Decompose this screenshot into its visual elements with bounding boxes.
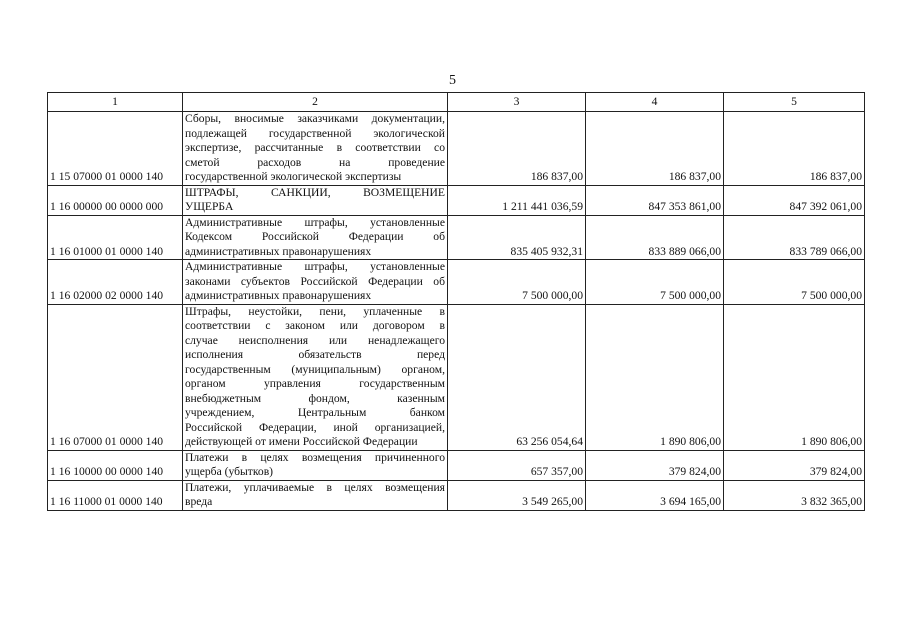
revenue-code-cell: 1 16 11000 01 0000 140 bbox=[48, 480, 183, 510]
amount-cell-col-3: 186 837,00 bbox=[448, 112, 586, 186]
table-row bbox=[48, 185, 865, 215]
amount-cell-col-3: 7 500 000,00 bbox=[448, 260, 586, 305]
revenue-name-line: административных правонарушениях bbox=[185, 289, 372, 302]
table-row bbox=[48, 260, 865, 305]
revenue-name-line: внебюджетным фондом, казенным bbox=[185, 391, 445, 405]
revenue-name-cell bbox=[183, 480, 448, 510]
amount-cell-col-5: 1 890 806,00 bbox=[724, 304, 865, 450]
amount-cell-col-3: 657 357,00 bbox=[448, 450, 586, 480]
amount-cell-col-3: 1 211 441 036,59 bbox=[448, 185, 586, 215]
amount-cell-col-5: 847 392 061,00 bbox=[724, 185, 865, 215]
revenue-name-line: действующей от имени Российской Федерации bbox=[185, 435, 418, 448]
table-row bbox=[48, 304, 865, 450]
amount-cell-col-4: 3 694 165,00 bbox=[586, 480, 724, 510]
revenue-name-line: ШТРАФЫ, САНКЦИИ, ВОЗМЕЩЕНИЕ bbox=[185, 185, 445, 199]
revenue-name-line: сметой расходов на проведение bbox=[185, 155, 445, 169]
revenue-name-line: Платежи в целях возмещения причиненного bbox=[185, 450, 445, 464]
header-col-3: 3 bbox=[448, 93, 586, 112]
header-col-1: 1 bbox=[48, 93, 183, 112]
table-row bbox=[48, 215, 865, 260]
revenue-name-line: вреда bbox=[185, 495, 213, 508]
budget-revenue-table bbox=[47, 92, 865, 511]
revenue-name-line: государственным (муниципальным) органом, bbox=[185, 362, 445, 376]
revenue-name-line: законами субъектов Российской Федерации об bbox=[185, 274, 445, 288]
page-number: 5 bbox=[449, 73, 456, 88]
amount-cell-col-5: 7 500 000,00 bbox=[724, 260, 865, 305]
revenue-name-line: государственной экологической экспертизы bbox=[185, 170, 402, 183]
revenue-name-line: Платежи, уплачиваемые в целях возмещения bbox=[185, 480, 445, 494]
revenue-name-cell bbox=[183, 185, 448, 215]
revenue-name-line: органом управления государственным bbox=[185, 377, 445, 390]
table-row bbox=[48, 450, 865, 480]
revenue-name-line: ущерба (убытков) bbox=[185, 465, 274, 478]
table-row bbox=[48, 112, 865, 186]
revenue-name-line: случае неисполнения или ненадлежащего bbox=[185, 333, 445, 347]
revenue-name-line: Российской Федерации, иной организацией, bbox=[185, 420, 445, 434]
revenue-code-cell: 1 16 02000 02 0000 140 bbox=[48, 260, 183, 305]
amount-cell-col-4: 186 837,00 bbox=[586, 112, 724, 186]
revenue-name-cell bbox=[183, 450, 448, 480]
revenue-name-line: Административные штрафы, установленные bbox=[185, 215, 445, 229]
revenue-code-cell: 1 16 07000 01 0000 140 bbox=[48, 304, 183, 450]
amount-cell-col-3: 835 405 932,31 bbox=[448, 215, 586, 260]
revenue-name-cell bbox=[183, 304, 448, 450]
revenue-name-line: Штрафы, неустойки, пени, уплаченные в bbox=[185, 304, 445, 318]
amount-cell-col-5: 3 832 365,00 bbox=[724, 480, 865, 510]
header-col-5: 5 bbox=[724, 93, 865, 112]
revenue-code-cell: 1 16 00000 00 0000 000 bbox=[48, 185, 183, 215]
revenue-name-line: исполнения обязательств перед bbox=[185, 348, 445, 361]
amount-cell-col-5: 833 789 066,00 bbox=[724, 215, 865, 260]
revenue-name-cell bbox=[183, 260, 448, 305]
header-col-2: 2 bbox=[183, 93, 448, 112]
revenue-name-line: подлежащей государственной экологической bbox=[185, 126, 445, 140]
revenue-code-cell: 1 16 10000 00 0000 140 bbox=[48, 450, 183, 480]
revenue-name-line: Административные штрафы, установленные bbox=[185, 260, 445, 273]
revenue-name-line: экспертизе, рассчитанные в соответствии со bbox=[185, 141, 445, 154]
revenue-name-line: учреждением, Центральным банком bbox=[185, 406, 445, 419]
revenue-name-cell bbox=[183, 215, 448, 260]
amount-cell-col-4: 833 889 066,00 bbox=[586, 215, 724, 260]
amount-cell-col-4: 7 500 000,00 bbox=[586, 260, 724, 305]
revenue-name-line: соответствии с законом или договором в bbox=[185, 319, 445, 332]
header-col-4: 4 bbox=[586, 93, 724, 112]
revenue-code-cell: 1 16 01000 01 0000 140 bbox=[48, 215, 183, 260]
table-header-row bbox=[48, 93, 865, 112]
amount-cell-col-3: 63 256 054,64 bbox=[448, 304, 586, 450]
revenue-name-line: Кодексом Российской Федерации об bbox=[185, 230, 445, 243]
revenue-name-line: Сборы, вносимые заказчиками документации, bbox=[185, 112, 445, 125]
amount-cell-col-4: 379 824,00 bbox=[586, 450, 724, 480]
amount-cell-col-4: 1 890 806,00 bbox=[586, 304, 724, 450]
revenue-code-cell: 1 15 07000 01 0000 140 bbox=[48, 112, 183, 186]
amount-cell-col-5: 186 837,00 bbox=[724, 112, 865, 186]
amount-cell-col-4: 847 353 861,00 bbox=[586, 185, 724, 215]
revenue-name-cell bbox=[183, 112, 448, 186]
table-body bbox=[48, 112, 865, 511]
revenue-name-line: УЩЕРБА bbox=[185, 200, 234, 213]
amount-cell-col-3: 3 549 265,00 bbox=[448, 480, 586, 510]
amount-cell-col-5: 379 824,00 bbox=[724, 450, 865, 480]
table-row bbox=[48, 480, 865, 510]
revenue-name-line: административных правонарушениях bbox=[185, 244, 372, 258]
